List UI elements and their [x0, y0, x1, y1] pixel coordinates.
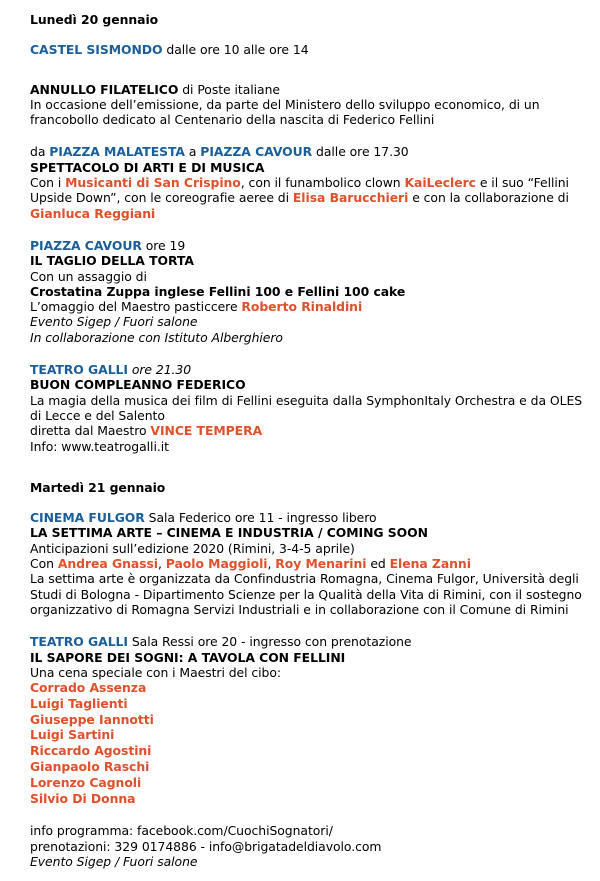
event-info: info programma: facebook.com/CuochiSognatori/ — [30, 823, 333, 839]
chef-name: Riccardo Agostini — [30, 743, 152, 759]
performer-name: KaiLeclerc — [404, 175, 476, 191]
event-organizer: di Poste italiane — [178, 81, 280, 97]
performer-name: Elisa Barucchieri — [292, 190, 409, 206]
event-note: Evento Sigep / Fuori salone — [30, 314, 198, 330]
event-description: La magia della musica dei film di Fellini eseguita dalla SymphonItaly Orchestra e da OLES di Lecce e del Salento — [30, 392, 583, 423]
chef-name: Luigi Taglienti — [30, 695, 128, 711]
venue-label: TEATRO GALLI — [30, 634, 128, 650]
performer-name: Gianluca Reggiani — [30, 205, 156, 221]
text-fragment: da — [30, 144, 50, 160]
performer-name: Paolo Maggioli — [165, 556, 268, 572]
venue-label: PIAZZA CAVOUR — [30, 237, 142, 253]
text-fragment: Con i — [30, 175, 66, 191]
event-line — [30, 556, 588, 571]
event-spettacolo — [30, 144, 588, 220]
chef-name: Silvio Di Donna — [30, 790, 136, 806]
chef-name: Lorenzo Cagnoli — [30, 774, 142, 790]
event-title: SPETTACOLO DI ARTI E DI MUSICA — [30, 159, 265, 175]
day-heading: Martedì 21 gennaio — [30, 479, 166, 495]
venue-label: CASTEL SISMONDO — [30, 42, 163, 58]
text-fragment: diretta dal Maestro — [30, 423, 151, 439]
event-line — [30, 299, 588, 314]
chef-name: Gianpaolo Raschi — [30, 759, 150, 775]
venue-label: TEATRO GALLI — [30, 362, 128, 378]
text-fragment: , — [267, 556, 276, 572]
event-description — [30, 175, 588, 221]
event-title: LA SETTIMA ARTE – CINEMA E INDUSTRIA / COMING SOON — [30, 525, 428, 541]
chef-name: Corrado Assenza — [30, 680, 147, 696]
event-time: ore 19 — [141, 237, 186, 253]
event-time: dalle ore 10 alle ore 14 — [162, 42, 309, 58]
event-description: In occasione dell’emissione, da parte del Ministero dello sviluppo economico, di un francobollo dedicato al Centenario della nascita di Federico Fellini — [30, 96, 540, 128]
event-title: ANNULLO FILATELICO — [30, 81, 179, 97]
event-line: Una cena speciale con i Maestri del cibo: — [30, 664, 282, 680]
venue-label: PIAZZA CAVOUR — [200, 144, 313, 160]
chef-name: Giuseppe Iannotti — [30, 711, 154, 727]
event-time: ore 11 - ingresso libero — [230, 510, 377, 526]
event-description: La settima arte è organizzata da Confindustria Romagna, Cinema Fulgor, Università degli Studi di Bologna - Dipartimento Scienze per la Qualità della Vita di Rimini, con il sostegno organizzativo di Romagna Servizi Industriali e in collaborazione con il Comune di Rimini — [30, 571, 582, 617]
event-time: ore 21.30 — [127, 362, 192, 378]
text-fragment: , con il funambolico clown — [240, 175, 405, 191]
event-title: BUON COMPLEANNO FEDERICO — [30, 377, 246, 393]
event-line: Con un assaggio di — [30, 268, 147, 284]
text-fragment: , — [158, 556, 166, 572]
event-time: dalle ore 17.30 — [312, 144, 409, 160]
text-fragment: a — [184, 144, 201, 160]
day-heading: Lunedì 20 gennaio — [30, 12, 159, 27]
event-line — [30, 423, 588, 438]
venue-label: PIAZZA MALATESTA — [49, 144, 185, 160]
event-room: Sala Federico — [144, 510, 231, 526]
event-note: Evento Sigep / Fuori salone — [30, 854, 198, 870]
event-title: IL SAPORE DEI SOGNI: A TAVOLA CON FELLINI — [30, 649, 346, 665]
text-fragment: Con — [30, 556, 58, 572]
performer-name: Andrea Gnassi — [57, 556, 158, 572]
event-product: Crostatina Zuppa inglese Fellini 100 e Fellini 100 cake — [30, 283, 406, 299]
performer-name: Roy Menarini — [275, 556, 367, 572]
event-torta — [30, 238, 588, 345]
event-castel — [30, 42, 588, 57]
chef-name: Luigi Sartini — [30, 727, 115, 743]
event-room: Sala Ressi — [127, 634, 194, 650]
text-fragment: L’omaggio del Maestro pasticcere — [30, 299, 242, 315]
performer-name: VINCE TEMPERA — [150, 423, 263, 439]
event-teatro-galli — [30, 362, 588, 454]
event-title: IL TAGLIO DELLA TORTA — [30, 253, 194, 269]
chef-list — [30, 680, 588, 806]
performer-name: Roberto Rinaldini — [241, 299, 363, 315]
event-info: prenotazioni: 329 0174886 - info@brigatadeldiavolo.com — [30, 838, 382, 854]
event-note: In collaborazione con Istituto Alberghiero — [30, 329, 283, 345]
event-info: Info: www.teatrogalli.it — [30, 438, 169, 454]
text-fragment: e con la collaborazione di — [408, 190, 569, 206]
event-sapore — [30, 634, 588, 869]
event-time: ore 20 - ingresso con prenotazione — [193, 634, 412, 650]
performer-name: Musicanti di San Crispino — [65, 175, 241, 191]
event-annullo — [30, 82, 588, 128]
event-line: Anticipazioni sull’edizione 2020 (Rimini, 3-4-5 aprile) — [30, 540, 355, 556]
text-fragment: ed — [366, 556, 390, 572]
event-fulgor — [30, 510, 588, 617]
venue-label: CINEMA FULGOR — [30, 510, 145, 526]
text-fragment: e il suo “Fellini Upside Down”, con le coreografie aeree di — [30, 175, 569, 206]
performer-name: Elena Zanni — [389, 556, 471, 572]
